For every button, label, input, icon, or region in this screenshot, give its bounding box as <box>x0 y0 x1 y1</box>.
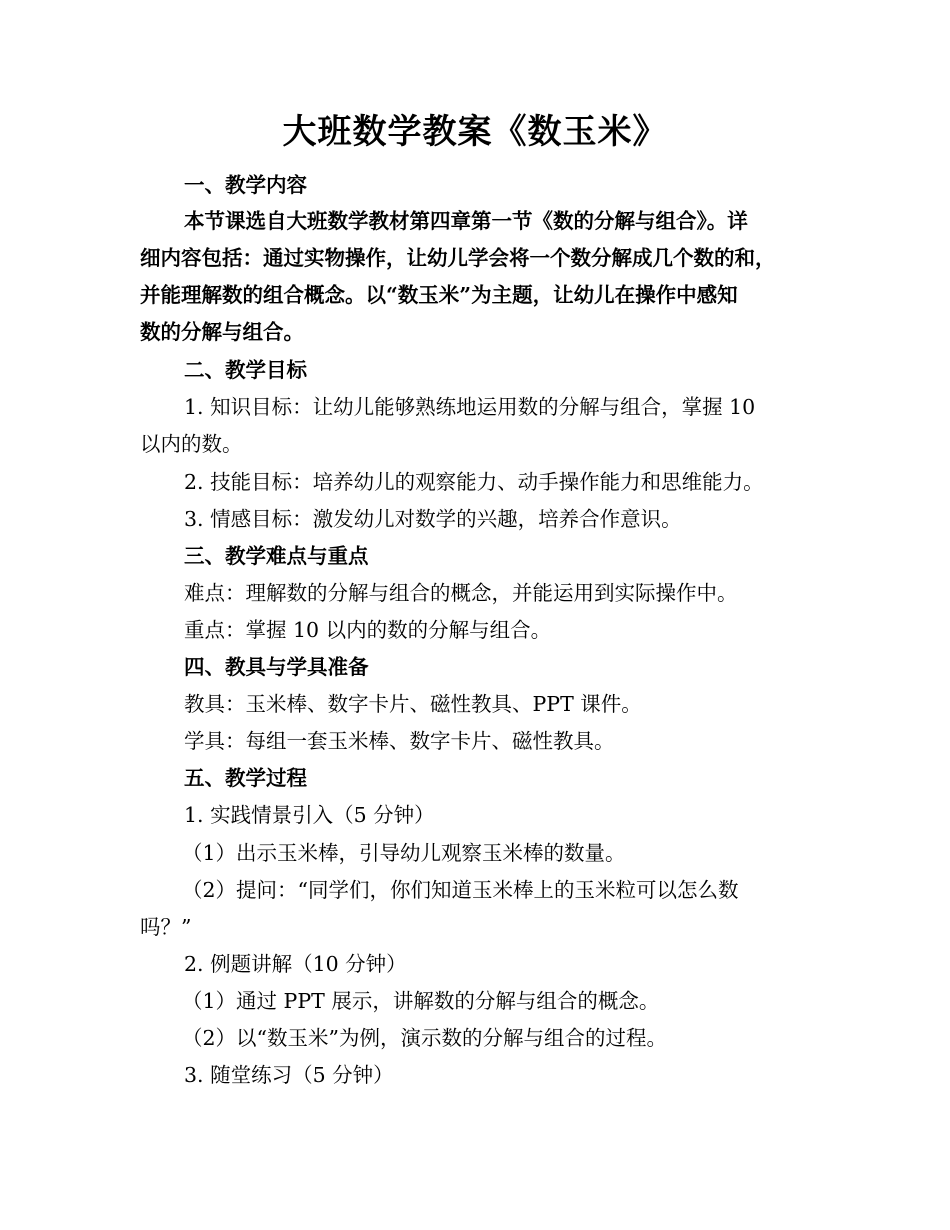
paragraph-line: 2. 技能目标：培养幼儿的观察能力、动手操作能力和思维能力。 <box>184 470 764 494</box>
paragraph-line: 教具：玉米棒、数字卡片、磁性教具、PPT 课件。 <box>184 692 642 716</box>
paragraph-line: （1）出示玉米棒，引导幼儿观察玉米棒的数量。 <box>182 841 626 865</box>
paragraph-line: 以内的数。 <box>140 432 243 456</box>
paragraph-line: 本节课选自大班数学教材第四章第一节《数的分解与组合》。详 <box>184 209 748 233</box>
paragraph-line: 并能理解数的组合概念。以“数玉米”为主题，让幼儿在操作中感知 <box>140 283 738 307</box>
paragraph-line: 难点：理解数的分解与组合的概念，并能运用到实际操作中。 <box>184 581 738 605</box>
section-heading-goals: 二、教学目标 <box>184 358 307 382</box>
paragraph-line: （2）提问：“同学们，你们知道玉米棒上的玉米粒可以怎么数 <box>182 878 739 902</box>
paragraph-line: 2. 例题讲解（10 分钟） <box>184 952 407 976</box>
paragraph-line: 3. 情感目标：激发幼儿对数学的兴趣，培养合作意识。 <box>184 507 682 531</box>
paragraph-line: （1）通过 PPT 展示，讲解数的分解与组合的概念。 <box>182 989 660 1013</box>
section-heading-process: 五、教学过程 <box>184 766 307 790</box>
paragraph-line: （2）以“数玉米”为例，演示数的分解与组合的过程。 <box>182 1026 668 1050</box>
paragraph-line: 吗？” <box>140 915 192 939</box>
paragraph-line: 3. 随堂练习（5 分钟） <box>184 1063 394 1087</box>
paragraph-line: 学具：每组一套玉米棒、数字卡片、磁性教具。 <box>184 729 615 753</box>
paragraph-line: 数的分解与组合。 <box>140 320 304 344</box>
section-heading-difficulty: 三、教学难点与重点 <box>184 544 369 568</box>
section-heading-materials: 四、教具与学具准备 <box>184 655 369 679</box>
paragraph-line: 1. 实践情景引入（5 分钟） <box>184 803 435 827</box>
paragraph-line: 重点：掌握 10 以内的数的分解与组合。 <box>184 618 552 642</box>
paragraph-line: 1. 知识目标：让幼儿能够熟练地运用数的分解与组合，掌握 10 <box>184 395 756 419</box>
paragraph-line: 细内容包括：通过实物操作，让幼儿学会将一个数分解成几个数的和， <box>140 246 776 270</box>
document-title: 大班数学教案《数玉米》 <box>282 112 668 152</box>
section-heading-content: 一、教学内容 <box>184 173 307 197</box>
